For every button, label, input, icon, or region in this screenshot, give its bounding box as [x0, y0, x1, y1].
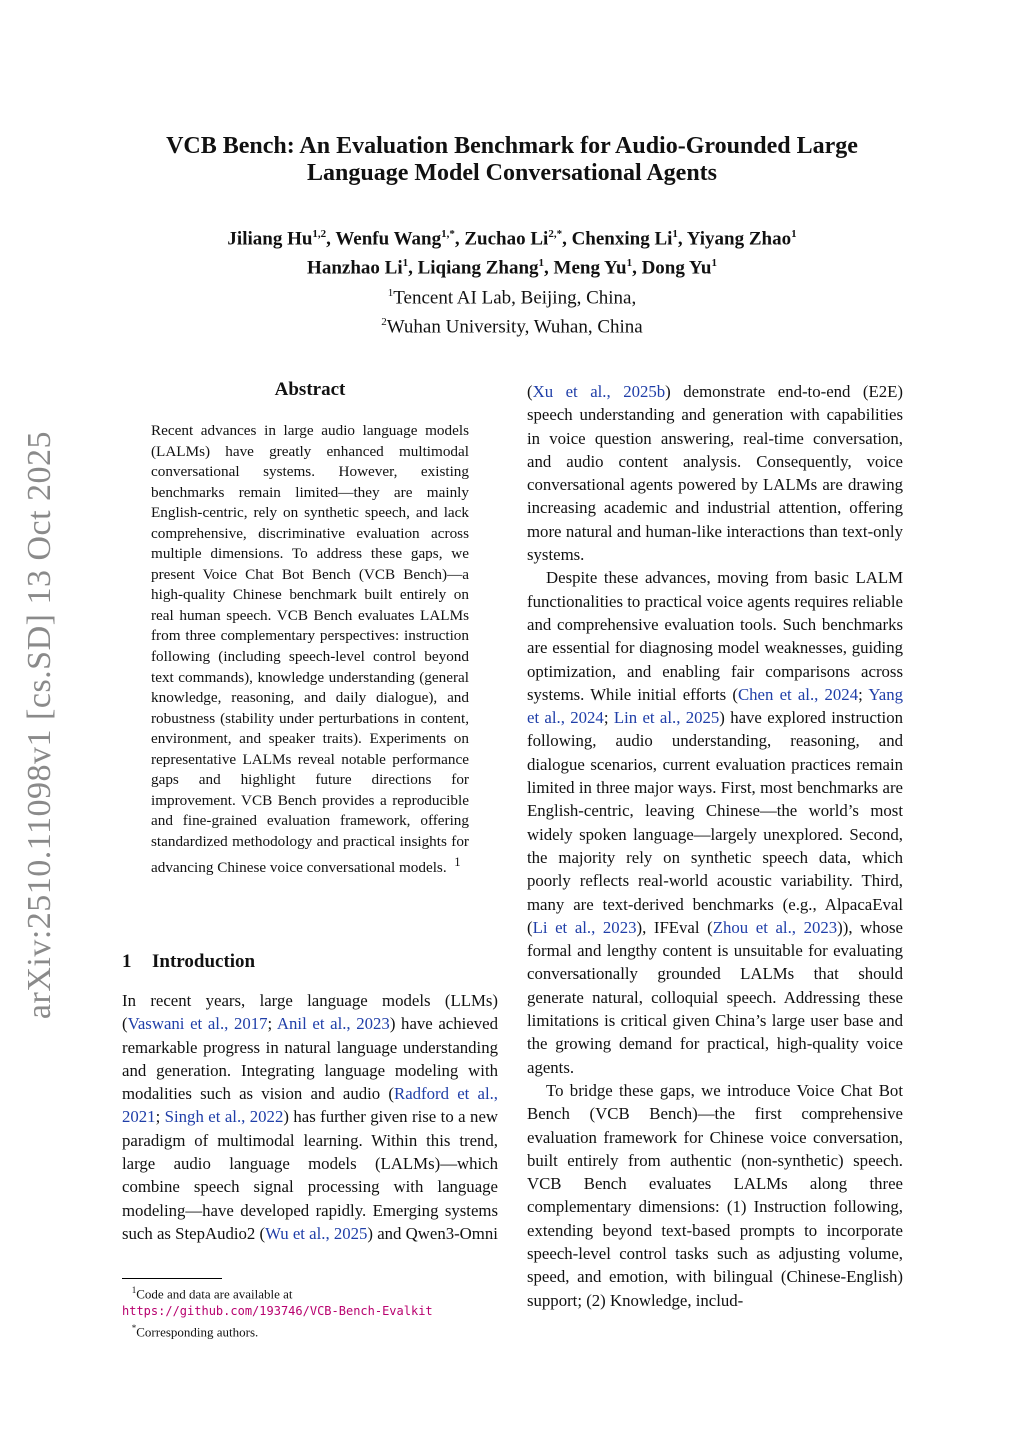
footnote-mark[interactable]: 1	[454, 855, 461, 870]
affiliation-2: $^2$Wuhan University, Wuhan, China	[381, 315, 643, 338]
body-paragraph: To bridge these gaps, we introduce Voice Chat Bot Bench (VCB Bench)—the first comprehensive evaluation framework for Chinese voice conversation, built entirely from authentic (non-synthetic) speech. VCB Bench evaluates LALMs along three complementary dimensions: (1) Instruction following, extending beyond text-based prompts to incorporate speech-level control tasks such as adjusting volume, speed, and emotion, with bilingual (Chinese-English) support; (2) Knowledge, includ-	[527, 1080, 903, 1310]
author-name: Jiliang Hu	[227, 228, 313, 250]
paper-title: VCB Bench: An Evaluation Benchmark for Audio-Grounded Large Language Model Conversational Agents	[166, 133, 858, 186]
affiliation-marker: 1	[672, 228, 678, 240]
author-name: Meng Yu	[553, 257, 627, 279]
citation-link[interactable]: Chen et al., 2024	[737, 684, 859, 704]
author-line-2: Hanzhao Li$^1$, Liqiang Zhang$^1$, Meng Yu$^1$, Dong Yu$^1$	[307, 257, 717, 279]
abstract-text: Recent advances in large audio language models (LALMs) have greatly enhanced multimodal conversational systems. However, existing benchmarks remain limited—they are mainly English-centric, rely on synthetic speech, and lack comprehensive, discriminative evaluation across multiple dimensions. To address these gaps, we present Voice Chat Bot Bench (VCB Bench)—a high-quality Chinese benchmark built entirely on real human speech. VCB Bench evaluates LALMs from three complementary perspectives: instruction following (including speech-level control beyond text commands), knowledge understanding (general knowledge, reasoning, and daily dialogue), and robustness (stability under perturbations in content, environment, and speaker traits). Experiments on representative LALMs reveal notable performance gaps and highlight future directions for improvement. VCB Bench provides a reproducible and fine-grained evaluation framework, offering standardized methodology and practical insights for advancing Chinese voice conversational models. $^1$	[151, 422, 469, 877]
arxiv-identifier	[10, 430, 70, 1020]
citation-link[interactable]: Vaswani et al., 2017	[127, 1014, 268, 1034]
citation-link[interactable]: Xu et al., 2025b	[532, 382, 666, 401]
author-line-1: Jiliang Hu$^{1,2}$, Wenfu Wang$^{1,*}$, Zuchao $Li^{2,*}$, Chenxing Li$^1$, Yiyang Zhao$^1$	[227, 228, 797, 250]
footnote-code: $^1$Code and data are available at https://github.com/193746/VCB-Bench-Evalkit	[122, 1285, 433, 1319]
author-name: Wenfu Wang	[335, 228, 442, 250]
citation-link[interactable]: Singh et al., 2022	[164, 1107, 284, 1127]
affiliation-marker: 1	[538, 257, 545, 270]
affiliation-1: $^1$Tencent AI Lab, Beijing, China,	[387, 286, 637, 308]
author-block	[120, 222, 904, 339]
citation-link[interactable]: Li et al., 2023	[532, 917, 637, 937]
body-paragraph: (Xu et al., 2025b) demonstrate end-to-end (E2E) speech understanding and generation with capabilities in voice question answering, real-time conversation, and audio content analysis. Consequently, voice conversational agents powered by LALMs are drawing increasing academic and industrial attention, offering more natural and human-like interactions than text-only systems.	[527, 382, 903, 565]
citation-link[interactable]: Anil et al., 2023	[276, 1014, 390, 1034]
body-paragraph: Despite these advances, moving from basic LALM functionalities to practical voice agents requires reliable and comprehensive evaluation tools. Such benchmarks are essential for diagnosing model weaknesses, guiding optimization, and enabling fair comparisons across systems. While initial efforts (Chen et al., 2024; Yang et al., 2024; Lin et al., 2025) have explored instruction following, audio understanding, reasoning, and dialogue scenarios, current evaluation practices remain limited in three major ways. First, most benchmarks are English-centric, leaving Chinese—the world’s most widely spoken language—largely unexplored. Second, the majority rely on synthetic speech data, which poorly reflects real-world acoustic variability. Third, many are text-derived benchmarks (e.g., AlpacaEval (Li et al., 2023), IFEval (Zhou et al., 2023)), whose formal and lengthy content is unsuitable for evaluating conversationally grounded LALMs that should generate natural, colloquial speech. Addressing these limitations is critical given China’s large user base and the growing demand for practical, high-quality voice agents.	[527, 568, 904, 1077]
affiliation-marker: 2,*	[548, 228, 563, 240]
citation-link[interactable]: Radford et al., 2021	[122, 1084, 499, 1127]
author-name: Dong Yu	[641, 257, 712, 279]
author-name: Zuchao Li	[464, 228, 549, 250]
citation-link[interactable]: Wu et al., 2025	[265, 1223, 368, 1243]
affiliation-marker: 1,*	[441, 228, 455, 240]
footnote-divider	[122, 1278, 222, 1279]
intro-left-column: In recent years, large language models (LLMs) (Vaswani et al., 2017; Anil et al., 2023) have achieved remarkable progress in natural language understanding and generation. Integrating language modeling with modalities such as vision and audio (Radford et al., 2021; Singh et al., 2022) has further given rise to a new paradigm of multimodal learning. Within this trend, large audio language models (LALMs)—which combine speech signal processing with language modeling—have developed rapidly. Emerging systems such as StepAudio2 (Wu et al., 2025) and Qwen3-Omni	[122, 991, 499, 1243]
github-link[interactable]: https://github.com/193746/VCB-Bench-Evalkit	[122, 1304, 433, 1319]
affiliation-marker: 1	[791, 228, 797, 240]
author-name: Liqiang Zhang	[417, 257, 539, 279]
affiliation-marker: 1	[402, 257, 409, 270]
affiliation-marker: 1	[626, 257, 633, 270]
citation-link[interactable]: Yang et al., 2024	[527, 684, 903, 728]
author-name: Chenxing Li	[571, 228, 673, 250]
section-heading-introduction: 1 Introduction	[122, 951, 256, 972]
intro-right-column	[527, 380, 903, 1312]
arxiv-identifier-text: arXiv:2510.11098v1 [cs.SD] 13 Oct 2025	[21, 430, 58, 1020]
footnotes	[122, 1282, 502, 1341]
citation-link[interactable]: Lin et al., 2025	[613, 708, 720, 728]
footnote-corresponding: *Corresponding authors.	[131, 1323, 259, 1340]
abstract-heading: Abstract	[274, 379, 346, 400]
affiliation-marker: 1	[711, 257, 717, 270]
citation-link[interactable]: Zhou et al., 2023	[712, 917, 838, 937]
affiliation-marker: 1,2	[312, 228, 327, 240]
author-name: Yiyang Zhao	[686, 228, 792, 250]
author-name: Hanzhao Li	[307, 257, 403, 279]
